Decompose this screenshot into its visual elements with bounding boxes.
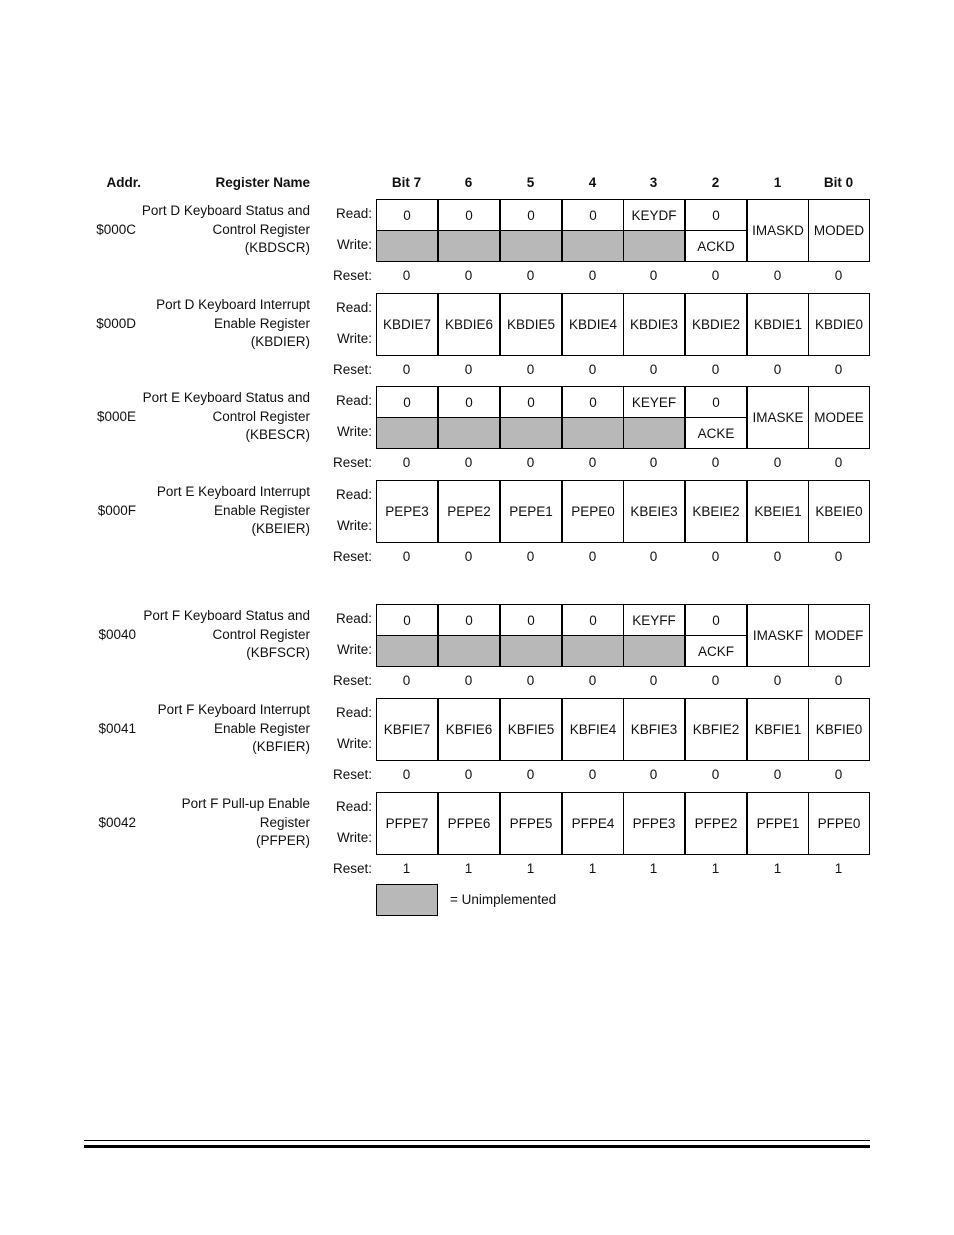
bit-cell-4: KBFIE4 <box>562 698 624 761</box>
unimplemented-cell <box>623 417 685 449</box>
register-name-line: (KBEIER) <box>251 521 310 536</box>
register-name-line: Enable Register <box>213 720 310 736</box>
read-cell-bit-7: 0 <box>376 604 438 636</box>
row-label-reset: Reset: <box>332 268 372 283</box>
reset-value-bit-3: 1 <box>649 861 658 876</box>
reset-value-bit-6: 0 <box>464 455 473 470</box>
unimplemented-cell <box>623 635 685 667</box>
reset-value-bit-5: 0 <box>526 362 535 377</box>
row-label-write: Write: <box>336 237 372 252</box>
register-address: $000F <box>97 503 136 518</box>
row-label-read: Read: <box>335 799 372 814</box>
row-label-read: Read: <box>335 487 372 502</box>
span-cell-bit-1: IMASKF <box>747 604 809 667</box>
bit-cell-1: KBEIE1 <box>747 480 809 543</box>
reset-value-bit-4: 0 <box>588 455 597 470</box>
reset-value-bit-7: 0 <box>402 268 411 283</box>
reset-value-bit-2: 0 <box>711 767 720 782</box>
unimplemented-cell <box>500 230 562 262</box>
row-label-reset: Reset: <box>332 549 372 564</box>
bit-header-0: Bit 7 <box>391 175 422 190</box>
bit-cell-1: KBFIE1 <box>747 698 809 761</box>
reset-value-bit-4: 0 <box>588 362 597 377</box>
unimplemented-cell <box>623 230 685 262</box>
register-address: $000D <box>96 316 136 331</box>
bit-cell-7: KBDIE7 <box>376 293 438 356</box>
reset-value-bit-4: 0 <box>588 767 597 782</box>
reset-value-bit-5: 0 <box>526 549 535 564</box>
unimplemented-cell <box>376 417 438 449</box>
reset-value-bit-3: 0 <box>649 455 658 470</box>
register-name-line: Port F Keyboard Interrupt <box>157 702 310 717</box>
row-label-reset: Reset: <box>332 455 372 470</box>
row-label-reset: Reset: <box>332 861 372 876</box>
bit-cell-3: KBEIE3 <box>623 480 685 543</box>
bit-cell-7: PEPE3 <box>376 480 438 543</box>
reset-value-bit-7: 0 <box>402 455 411 470</box>
read-cell-bit-6: 0 <box>438 199 500 231</box>
span-cell-bit-1: IMASKD <box>747 199 809 262</box>
reset-value-bit-0: 0 <box>834 673 843 688</box>
reset-value-bit-4: 0 <box>588 673 597 688</box>
reset-value-bit-2: 0 <box>711 362 720 377</box>
read-cell-bit-3: KEYEF <box>623 386 685 418</box>
read-cell-bit-2: 0 <box>685 604 747 636</box>
read-cell-bit-4: 0 <box>562 604 624 636</box>
reset-value-bit-3: 0 <box>649 673 658 688</box>
footer-rule-thick <box>84 1145 870 1148</box>
write-cell-bit-2: ACKF <box>685 635 747 667</box>
reset-value-bit-1: 0 <box>773 673 782 688</box>
reset-value-bit-1: 0 <box>773 549 782 564</box>
bit-cell-3: KBDIE3 <box>623 293 685 356</box>
read-cell-bit-7: 0 <box>376 199 438 231</box>
bit-cell-5: KBFIE5 <box>500 698 562 761</box>
register-name-line: Port F Keyboard Status and <box>143 608 310 623</box>
reset-value-bit-2: 0 <box>711 549 720 564</box>
bit-cell-0: KBEIE0 <box>808 480 870 543</box>
bit-cell-4: KBDIE4 <box>562 293 624 356</box>
reset-value-bit-5: 1 <box>526 861 535 876</box>
row-label-write: Write: <box>336 642 372 657</box>
row-label-reset: Reset: <box>332 362 372 377</box>
reset-value-bit-5: 0 <box>526 673 535 688</box>
register-address: $000C <box>96 222 136 237</box>
column-header-addr: Addr. <box>106 175 141 190</box>
reset-value-bit-2: 1 <box>711 861 720 876</box>
reset-value-bit-5: 0 <box>526 268 535 283</box>
register-name-line: Port F Pull-up Enable <box>181 796 310 811</box>
reset-value-bit-2: 0 <box>711 268 720 283</box>
bit-cell-0: KBFIE0 <box>808 698 870 761</box>
row-label-write: Write: <box>336 736 372 751</box>
reset-value-bit-0: 1 <box>834 861 843 876</box>
reset-value-bit-5: 0 <box>526 455 535 470</box>
register-name-line: (KBFIER) <box>252 739 310 754</box>
legend-swatch <box>376 884 438 916</box>
row-label-read: Read: <box>335 611 372 626</box>
register-name-line: Port D Keyboard Status and <box>141 203 310 218</box>
bit-cell-6: PEPE2 <box>438 480 500 543</box>
reset-value-bit-7: 0 <box>402 549 411 564</box>
register-address: $0040 <box>98 627 136 642</box>
bit-cell-7: KBFIE7 <box>376 698 438 761</box>
read-cell-bit-3: KEYFF <box>623 604 685 636</box>
register-address: $0042 <box>98 815 136 830</box>
reset-value-bit-4: 0 <box>588 268 597 283</box>
read-cell-bit-7: 0 <box>376 386 438 418</box>
reset-value-bit-4: 0 <box>588 549 597 564</box>
unimplemented-cell <box>376 230 438 262</box>
reset-value-bit-1: 0 <box>773 362 782 377</box>
reset-value-bit-7: 0 <box>402 362 411 377</box>
column-header-register-name: Register Name <box>215 175 310 190</box>
bit-cell-7: PFPE7 <box>376 792 438 855</box>
bit-cell-2: PFPE2 <box>685 792 747 855</box>
reset-value-bit-6: 1 <box>464 861 473 876</box>
register-name-line: Port D Keyboard Interrupt <box>156 297 310 312</box>
row-label-write: Write: <box>336 518 372 533</box>
unimplemented-cell <box>562 417 624 449</box>
bit-cell-5: PFPE5 <box>500 792 562 855</box>
bit-cell-2: KBFIE2 <box>685 698 747 761</box>
row-label-read: Read: <box>335 393 372 408</box>
bit-cell-2: KBDIE2 <box>685 293 747 356</box>
read-cell-bit-5: 0 <box>500 386 562 418</box>
read-cell-bit-6: 0 <box>438 386 500 418</box>
bit-cell-4: PEPE0 <box>562 480 624 543</box>
bit-header-5: 2 <box>711 175 720 190</box>
legend-text: = Unimplemented <box>450 892 557 907</box>
bit-cell-1: PFPE1 <box>747 792 809 855</box>
bit-cell-1: KBDIE1 <box>747 293 809 356</box>
reset-value-bit-1: 0 <box>773 455 782 470</box>
read-cell-bit-4: 0 <box>562 199 624 231</box>
unimplemented-cell <box>438 417 500 449</box>
register-name-line: (KBDIER) <box>250 334 310 349</box>
write-cell-bit-2: ACKD <box>685 230 747 262</box>
row-label-write: Write: <box>336 424 372 439</box>
register-address: $0041 <box>98 721 136 736</box>
unimplemented-cell <box>438 230 500 262</box>
reset-value-bit-7: 0 <box>402 673 411 688</box>
register-name-line: Port E Keyboard Interrupt <box>156 484 310 499</box>
bit-cell-5: PEPE1 <box>500 480 562 543</box>
bit-header-3: 4 <box>588 175 597 190</box>
read-cell-bit-2: 0 <box>685 199 747 231</box>
reset-value-bit-3: 0 <box>649 362 658 377</box>
reset-value-bit-2: 0 <box>711 455 720 470</box>
reset-value-bit-0: 0 <box>834 549 843 564</box>
unimplemented-cell <box>376 635 438 667</box>
register-name-line: Control Register <box>212 221 310 237</box>
reset-value-bit-1: 0 <box>773 268 782 283</box>
reset-value-bit-5: 0 <box>526 767 535 782</box>
unimplemented-cell <box>500 635 562 667</box>
bit-cell-0: KBDIE0 <box>808 293 870 356</box>
read-cell-bit-4: 0 <box>562 386 624 418</box>
reset-value-bit-1: 1 <box>773 861 782 876</box>
unimplemented-cell <box>562 230 624 262</box>
register-name-line: Control Register <box>212 408 310 424</box>
bit-cell-2: KBEIE2 <box>685 480 747 543</box>
row-label-read: Read: <box>335 206 372 221</box>
reset-value-bit-7: 0 <box>402 767 411 782</box>
bit-cell-6: PFPE6 <box>438 792 500 855</box>
register-address: $000E <box>96 409 136 424</box>
reset-value-bit-0: 0 <box>834 767 843 782</box>
bit-cell-3: KBFIE3 <box>623 698 685 761</box>
register-name-line: (KBESCR) <box>245 427 310 442</box>
reset-value-bit-6: 0 <box>464 767 473 782</box>
register-name-line: Port E Keyboard Status and <box>142 390 310 405</box>
register-name-line: Enable Register <box>213 315 310 331</box>
reset-value-bit-6: 0 <box>464 673 473 688</box>
read-cell-bit-5: 0 <box>500 199 562 231</box>
bit-cell-0: PFPE0 <box>808 792 870 855</box>
bit-cell-6: KBDIE6 <box>438 293 500 356</box>
bit-cell-3: PFPE3 <box>623 792 685 855</box>
bit-cell-6: KBFIE6 <box>438 698 500 761</box>
row-label-read: Read: <box>335 300 372 315</box>
reset-value-bit-0: 0 <box>834 455 843 470</box>
register-name-line: Enable Register <box>213 502 310 518</box>
span-cell-bit-0: MODEE <box>808 386 870 449</box>
bit-cell-4: PFPE4 <box>562 792 624 855</box>
reset-value-bit-3: 0 <box>649 549 658 564</box>
read-cell-bit-6: 0 <box>438 604 500 636</box>
bit-header-1: 6 <box>464 175 473 190</box>
reset-value-bit-0: 0 <box>834 268 843 283</box>
reset-value-bit-6: 0 <box>464 549 473 564</box>
reset-value-bit-6: 0 <box>464 268 473 283</box>
row-label-write: Write: <box>336 331 372 346</box>
footer-rule-thin <box>84 1140 870 1141</box>
row-label-read: Read: <box>335 705 372 720</box>
span-cell-bit-1: IMASKE <box>747 386 809 449</box>
span-cell-bit-0: MODED <box>808 199 870 262</box>
reset-value-bit-1: 0 <box>773 767 782 782</box>
row-label-write: Write: <box>336 830 372 845</box>
bit-header-7: Bit 0 <box>823 175 854 190</box>
read-cell-bit-5: 0 <box>500 604 562 636</box>
register-name-line: Register <box>259 814 310 830</box>
unimplemented-cell <box>562 635 624 667</box>
bit-cell-5: KBDIE5 <box>500 293 562 356</box>
reset-value-bit-4: 1 <box>588 861 597 876</box>
reset-value-bit-3: 0 <box>649 268 658 283</box>
row-label-reset: Reset: <box>332 767 372 782</box>
register-name-line: Control Register <box>212 626 310 642</box>
bit-header-4: 3 <box>649 175 658 190</box>
reset-value-bit-2: 0 <box>711 673 720 688</box>
reset-value-bit-3: 0 <box>649 767 658 782</box>
bit-header-6: 1 <box>773 175 782 190</box>
reset-value-bit-0: 0 <box>834 362 843 377</box>
read-cell-bit-2: 0 <box>685 386 747 418</box>
register-name-line: (PFPER) <box>256 833 310 848</box>
read-cell-bit-3: KEYDF <box>623 199 685 231</box>
register-name-line: (KBDSCR) <box>244 240 310 255</box>
reset-value-bit-7: 1 <box>402 861 411 876</box>
reset-value-bit-6: 0 <box>464 362 473 377</box>
row-label-reset: Reset: <box>332 673 372 688</box>
span-cell-bit-0: MODEF <box>808 604 870 667</box>
unimplemented-cell <box>438 635 500 667</box>
bit-header-2: 5 <box>526 175 535 190</box>
register-name-line: (KBFSCR) <box>246 645 310 660</box>
write-cell-bit-2: ACKE <box>685 417 747 449</box>
unimplemented-cell <box>500 417 562 449</box>
